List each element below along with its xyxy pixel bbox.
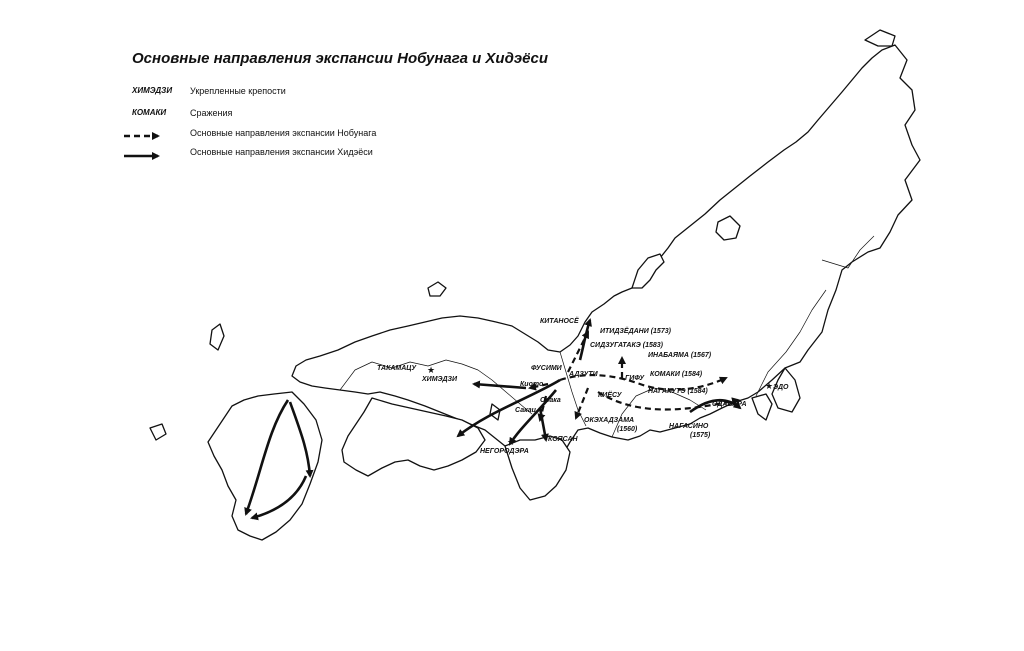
label-kitanosho: КИТАНОСЁ: [540, 318, 579, 325]
oki-island: [428, 282, 446, 296]
kyushu-island: [208, 392, 322, 540]
label-gifu: ГИФУ: [625, 375, 645, 382]
label-kyoto: Киото: [520, 381, 544, 388]
star-icon-takamatsu: ★: [427, 366, 436, 376]
label-shizugatake: СИДЗУГАТАКЭ (1583): [590, 342, 663, 349]
label-inabayama: ИНАБАЯМА (1567): [648, 352, 712, 359]
iki-island: [150, 424, 166, 440]
label-okehazama: ОКЭХАДЗАМА: [584, 417, 635, 424]
label-himeji: ХИМЭДЗИ: [422, 376, 458, 383]
label-edo: ЭДО: [773, 384, 789, 391]
star-icon-negorodera: ★: [507, 438, 516, 448]
map-title: Основные направления экспансии Нобунага и Хидэёси: [132, 50, 548, 67]
legend-battle-key: КОМАКИ: [132, 108, 167, 117]
label-kiyosu: КИЁСУ: [598, 392, 622, 399]
label-sakai: Сакаи: [515, 407, 536, 414]
legend-hideyoshi-text: Основные направления экспансии Хидэёси: [190, 147, 373, 157]
label-nagashino-year: (1575): [690, 432, 711, 439]
label-osaka: Осака: [540, 397, 561, 404]
tsushima-island: [210, 324, 224, 350]
legend-nobunaga-text: Основные направления экспансии Нобунага: [190, 128, 377, 138]
label-fushimi: ФУСИМИ: [531, 365, 562, 372]
label-azuchi: АДЗУТИ: [569, 371, 598, 378]
label-odawara: ОДАВАРА: [712, 401, 747, 408]
label-takamatsu: ТАКАМАЦУ: [377, 365, 417, 372]
label-ichijodani: ИТИДЗЁДАНИ (1573): [600, 328, 671, 335]
label-komaki: КОМАКИ (1584): [650, 371, 703, 378]
legend-fortress-text: Укрепленные крепости: [190, 86, 286, 96]
izu-peninsula: [752, 394, 772, 420]
label-nagakute: НАГАКУТЭ (1584): [648, 388, 708, 395]
legend-battle-text: Сражения: [190, 108, 233, 118]
label-okehazama-year: (1560): [617, 426, 638, 433]
legend-fortress-key: ХИМЭДЗИ: [132, 86, 173, 95]
star-icon-edo: ★: [765, 382, 774, 392]
label-negorodera: НЕГОРОДЭРА: [480, 448, 529, 455]
label-koyasan: КОЯСАН: [548, 436, 578, 443]
hokkaido-tip: [865, 30, 895, 46]
label-nagashino: НАГАСИНО: [669, 423, 709, 430]
